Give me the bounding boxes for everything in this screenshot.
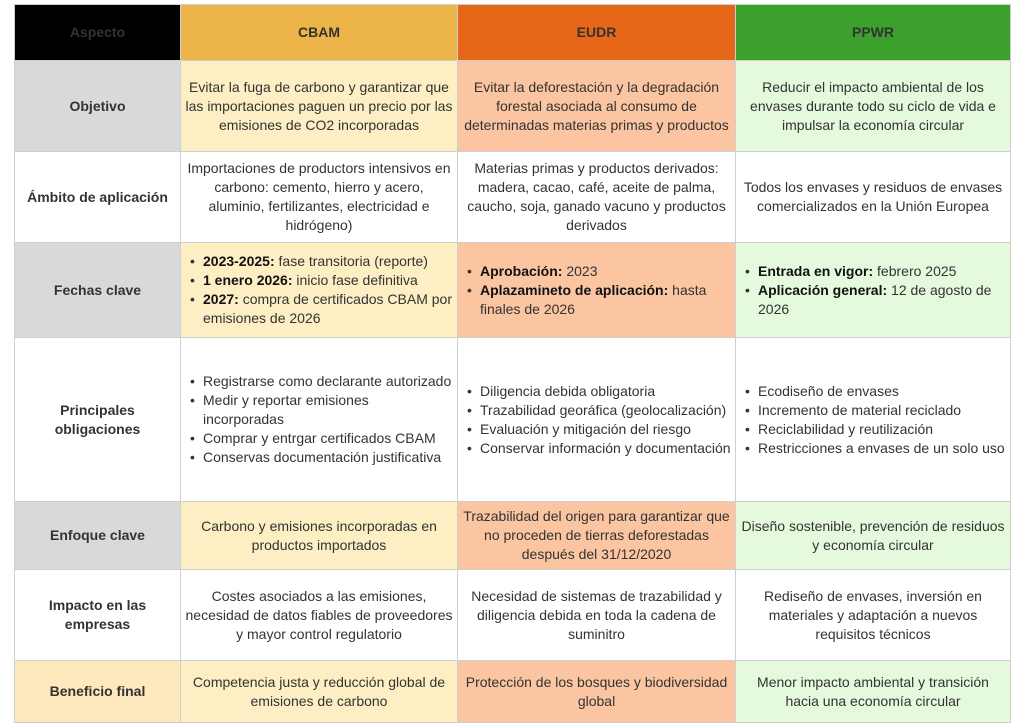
cell-cbam-beneficio: Competencia justa y reducción global de emisiones de carbono: [181, 661, 458, 723]
cell-ppwr-fechas: [736, 243, 1011, 338]
row-ambito: [15, 152, 1011, 243]
cell-ppwr-ambito: Todos los envases y residuos de envases comercializados en la Unión Europea: [736, 152, 1011, 243]
cell-cbam-fechas: [181, 243, 458, 338]
list-item: • Incremento de material reciclado: [758, 401, 1006, 420]
list-item: • Entrada en vigor: febrero 2025: [758, 262, 1006, 281]
obligaciones-eudr-list: [462, 382, 731, 458]
row-obligaciones: [15, 338, 1011, 502]
cell-eudr-ambito: Materias primas y productos derivados: madera, cacao, café, aceite de palma, caucho, soja, ganado vacuno y productos derivados: [458, 152, 736, 243]
header-ppwr: PPWR: [736, 5, 1011, 61]
cell-ppwr-obligaciones: [736, 338, 1011, 502]
cell-ppwr-impacto: Rediseño de envases, inversión en materiales y adaptación a nuevos requisitos técnicos: [736, 570, 1011, 661]
cell-cbam-ambito: Importaciones de productors intensivos en carbono: cemento, hierro y acero, aluminio, fertilizantes, electricidad e hidrógeno): [181, 152, 458, 243]
cell-ppwr-beneficio: Menor impacto ambiental y transición hacia una economía circular: [736, 661, 1011, 723]
row-label-ambito: Ámbito de aplicación: [15, 152, 181, 243]
fechas-eudr-list: [462, 262, 731, 319]
cell-ppwr-enfoque: Diseño sostenible, prevención de residuos y economía circular: [736, 502, 1011, 570]
list-item: • Aplazamineto de aplicación: hasta finales de 2026: [480, 281, 731, 319]
header-aspecto: Aspecto: [15, 5, 181, 61]
cell-cbam-obligaciones: [181, 338, 458, 502]
list-item: • 2023-2025: fase transitoria (reporte): [203, 252, 453, 271]
cell-cbam-objetivo: Evitar la fuga de carbono y garantizar que las importaciones paguen un precio por las emisiones de CO2 incorporadas: [181, 61, 458, 152]
obligaciones-ppwr-list: [740, 382, 1006, 458]
header-row: [15, 5, 1011, 61]
list-item: • Trazabilidad georáfica (geolocalización): [480, 401, 731, 420]
list-item: • Medir y reportar emisiones incorporadas: [203, 391, 453, 429]
row-enfoque: [15, 502, 1011, 570]
row-label-objetivo: Objetivo: [15, 61, 181, 152]
list-item: • Reciclabilidad y reutilización: [758, 420, 1006, 439]
list-item: • Conservas documentación justificativa: [203, 448, 453, 467]
list-item: • Diligencia debida obligatoria: [480, 382, 731, 401]
fechas-cbam-list: [185, 252, 453, 328]
row-beneficio: [15, 661, 1011, 723]
list-item: • Conservar información y documentación: [480, 439, 731, 458]
list-item: • Aprobación: 2023: [480, 262, 731, 281]
cell-cbam-impacto: Costes asociados a las emisiones, necesidad de datos fiables de proveedores y mayor control regulatorio: [181, 570, 458, 661]
header-cbam: CBAM: [181, 5, 458, 61]
row-impacto: [15, 570, 1011, 661]
list-item: • 1 enero 2026: inicio fase definitiva: [203, 271, 453, 290]
row-label-impacto: Impacto en las empresas: [15, 570, 181, 661]
cell-ppwr-objetivo: Reducir el impacto ambiental de los envases durante todo su ciclo de vida e impulsar la economía circular: [736, 61, 1011, 152]
cell-eudr-fechas: [458, 243, 736, 338]
comparison-table: [14, 4, 1011, 723]
row-label-obligaciones: Principales obligaciones: [15, 338, 181, 502]
fechas-ppwr-list: [740, 262, 1006, 319]
list-item: • Aplicación general: 12 de agosto de 2026: [758, 281, 1006, 319]
row-label-enfoque: Enfoque clave: [15, 502, 181, 570]
row-label-fechas: Fechas clave: [15, 243, 181, 338]
list-item: • 2027: compra de certificados CBAM por emisiones de 2026: [203, 290, 453, 328]
list-item: • Comprar y entrgar certificados CBAM: [203, 429, 453, 448]
cell-eudr-beneficio: Protección de los bosques y biodiversidad global: [458, 661, 736, 723]
cell-cbam-enfoque: Carbono y emisiones incorporadas en productos importados: [181, 502, 458, 570]
cell-eudr-enfoque: Trazabilidad del origen para garantizar que no proceden de tierras deforestadas después del 31/12/2020: [458, 502, 736, 570]
list-item: • Evaluación y mitigación del riesgo: [480, 420, 731, 439]
row-fechas: [15, 243, 1011, 338]
cell-eudr-objetivo: Evitar la deforestación y la degradación forestal asociada al consumo de determinadas materias primas y productos: [458, 61, 736, 152]
header-eudr: EUDR: [458, 5, 736, 61]
cell-eudr-obligaciones: [458, 338, 736, 502]
list-item: • Registrarse como declarante autorizado: [203, 372, 453, 391]
list-item: • Ecodiseño de envases: [758, 382, 1006, 401]
obligaciones-cbam-list: [185, 372, 453, 467]
row-objetivo: [15, 61, 1011, 152]
list-item: • Restricciones a envases de un solo uso: [758, 439, 1006, 458]
row-label-beneficio: Beneficio final: [15, 661, 181, 723]
cell-eudr-impacto: Necesidad de sistemas de trazabilidad y diligencia debida en toda la cadena de suminitro: [458, 570, 736, 661]
